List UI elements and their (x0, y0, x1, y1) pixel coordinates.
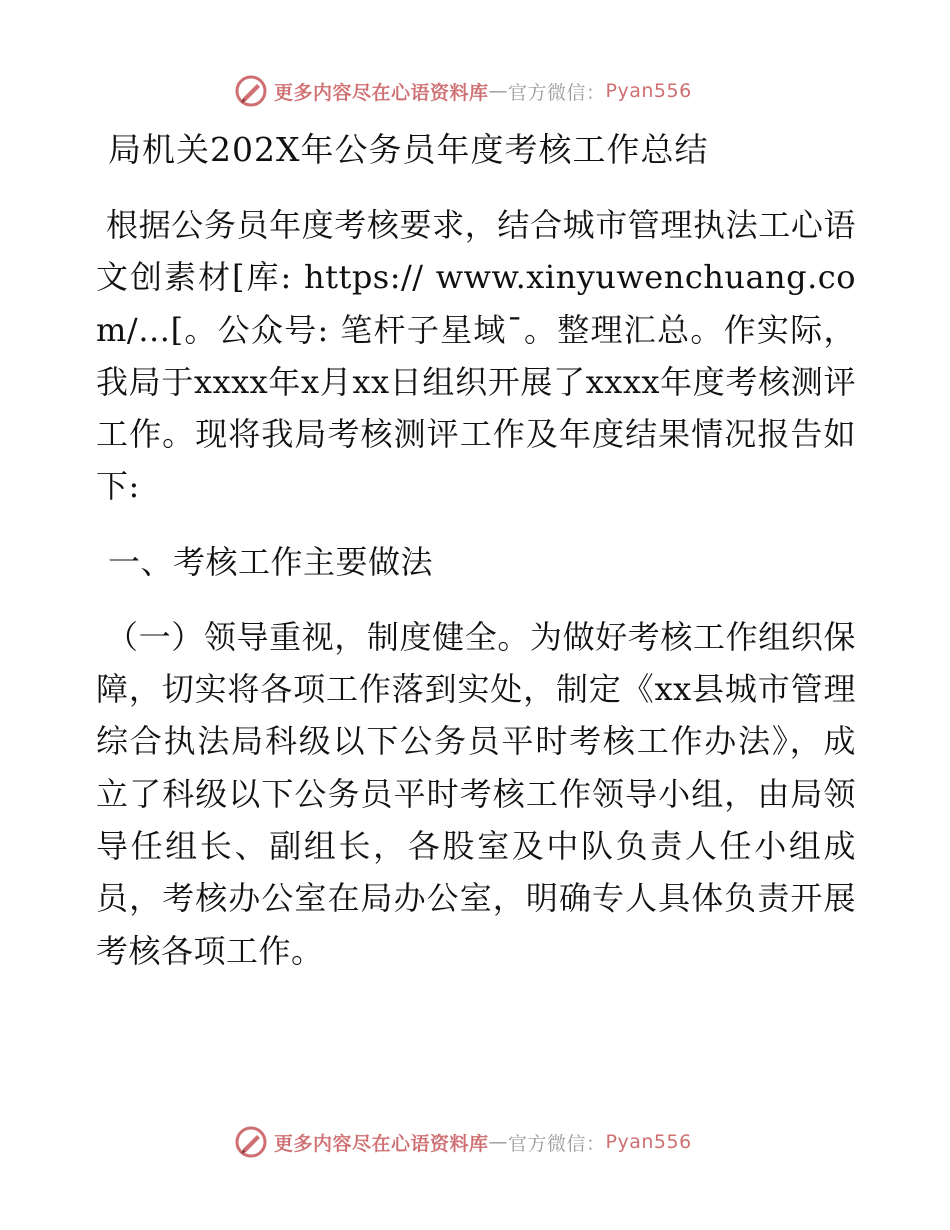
document-body (96, 122, 856, 977)
section-heading: 一、考核工作主要做法 (108, 542, 434, 581)
header-banner (234, 71, 692, 111)
banner-wechat-id: Pyan556 (605, 80, 692, 102)
banner-dash: — (488, 1131, 509, 1153)
banner-wechat-label: 官方微信： (508, 81, 606, 104)
banner-wechat-id: Pyan556 (605, 1131, 692, 1153)
banner-wechat-label: 官方微信： (508, 1132, 606, 1155)
document-title: 局机关202X年公务员年度考核工作总结 (108, 130, 709, 169)
banner-main-text: 更多内容尽在心语资料库 (274, 81, 489, 104)
section-paragraph: （一）领导重视，制度健全。为做好考核工作组织保障，切实将各项工作落到实处，制定《xx县城市管理综合执法局科级以下公务员平时考核工作办法》，成立了科级以下公务员平时考核工作领导小组，由局领导任组长、副组长，各股室及中队负责人任小组成员，考核办公室在局办公室，明确专人具体负责开展考核各项工作。 (96, 617, 856, 970)
footer-banner (234, 1122, 692, 1162)
intro-paragraph: 根据公务员年度考核要求，结合城市管理执法工心语文创素材[库: https:// www.xinyuwenchuang.com/…[。公众号: 笔杆子星域¯。整理汇总。作实际，我局于xxxx年x月xx日组织开展了xxxx年度考核测评工作。现将我局考核测评工作及年度结果情况报告如下: (96, 206, 856, 506)
pen-logo-icon (234, 1125, 268, 1159)
banner-main-text: 更多内容尽在心语资料库 (274, 1132, 489, 1155)
banner-dash: — (488, 80, 509, 102)
pen-logo-icon (234, 74, 268, 108)
